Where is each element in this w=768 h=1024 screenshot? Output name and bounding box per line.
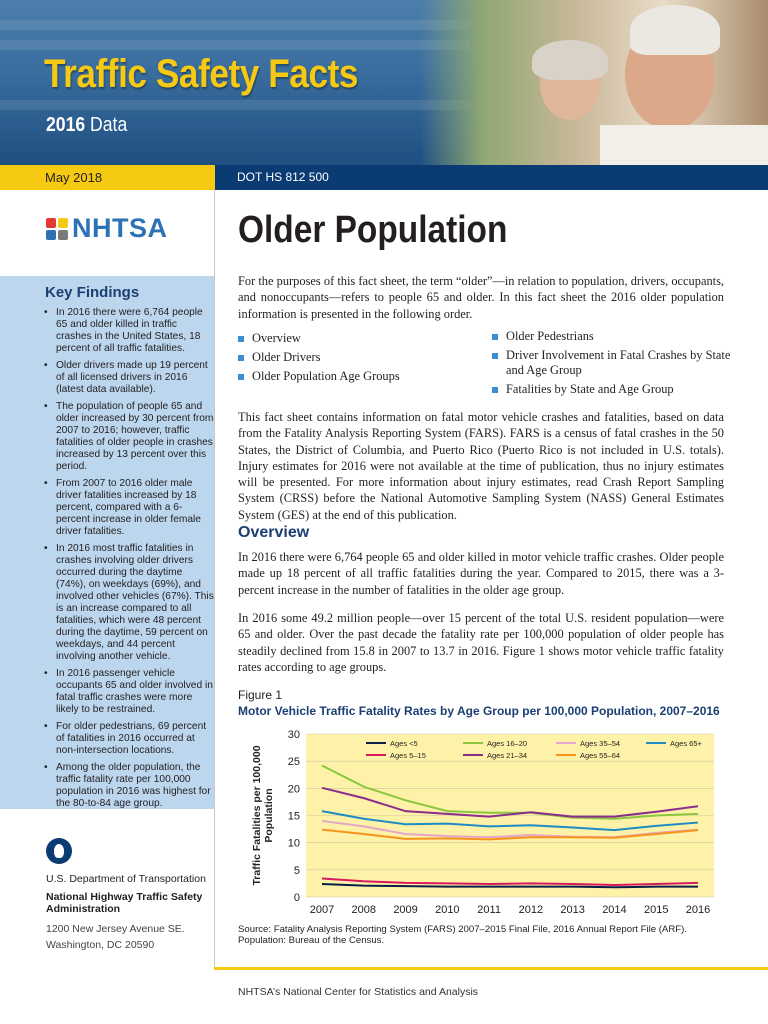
overview-paragraph-2: In 2016 some 49.2 million people—over 15 percent of the total U.S. resident population—were 65 and older. Over the past decade the fatality rate per 100,000 population of older people has steadily declined from 15.8 in 2007 to 13.7 in 2016. Figure 1 shows motor vehicle traffic fatality rates according to age groups. — [238, 611, 724, 674]
overview-heading: Overview — [238, 524, 310, 541]
banner-stripe — [0, 40, 470, 50]
source-line-1: Source: Fatality Analysis Reporting System (FARS) 2007–2015 Final File, 2016 Annual Report File (ARF). — [238, 924, 687, 935]
publication-date: May 2018 — [0, 165, 215, 190]
intro-paragraph: For the purposes of this fact sheet, the term “older”—in relation to population, drivers, occupants, and nonoccupants—refers to people 65 and older. In this fact sheet the 2016 older population information is presented in the following order. — [238, 274, 724, 321]
toc-item: Older Pedestrians — [492, 329, 732, 344]
y-tick-label: 20 — [287, 783, 300, 796]
toc-item: Older Drivers — [238, 350, 478, 365]
figure-title: Motor Vehicle Traffic Fatality Rates by Age Group per 100,000 Population, 2007–2016 — [238, 704, 720, 718]
x-tick-label: 2015 — [643, 904, 669, 916]
address-line-2: Washington, DC 20590 — [46, 939, 155, 951]
legend-label: Ages 21–34 — [487, 751, 528, 760]
legend-label: Ages 16–20 — [487, 739, 528, 748]
logo-text: NHTSA — [72, 213, 168, 243]
agency-name: National Highway Traffic Safety Administration — [46, 891, 203, 915]
fatality-rate-chart — [238, 722, 728, 922]
photo-hair-woman — [532, 40, 608, 80]
y-tick-label: 30 — [287, 729, 300, 741]
key-finding-item: • In 2016 there were 6,764 people 65 and older killed in traffic crashes in the United States, 18 percent of all traffic fatalities. — [42, 307, 214, 355]
address-line-1: 1200 New Jersey Avenue SE. — [46, 923, 185, 935]
y-axis-label: Traffic Fatalities per 100,000Population — [251, 745, 275, 886]
key-finding-item: • Older drivers made up 19 percent of all licensed drivers in 2016 (latest data available). — [42, 360, 214, 396]
legend-label: Ages 5–15 — [390, 751, 426, 760]
y-tick-label: 25 — [287, 756, 300, 769]
fars-paragraph: This fact sheet contains information on fatal motor vehicle crashes and fatalities, based on data from the Fatality Analysis Reporting System (FARS). FARS is a census of fatal crashes in the 50 States, the District of Columbia, and Puerto Rico (Puerto Rico is not included in U.S. totals). Injury estimates for 2016 were not available at the time of publication, thus no injury estimates will be presented. For more information about injury estimates, read Crash Report Sampling System (CRSS) before the National Automotive Sampling System (NASS) General Estimates System (GES) at the end of this publication. — [238, 410, 724, 522]
figure-label: Figure 1 — [238, 688, 283, 702]
key-findings-list — [42, 307, 214, 815]
banner-stripe — [0, 20, 470, 30]
x-tick-label: 2012 — [518, 904, 544, 916]
y-tick-label: 5 — [293, 864, 300, 877]
key-finding-item: • In 2016 passenger vehicle occupants 65 and older involved in fatal traffic crashes were more likely to be restrained. — [42, 668, 214, 716]
legend-label: Ages 65+ — [670, 739, 702, 748]
subtitle-word: Data — [90, 114, 128, 136]
x-tick-label: 2013 — [560, 904, 585, 916]
dot-seal-icon — [46, 838, 72, 864]
logo-icon-red — [46, 218, 56, 228]
toc-list-right — [492, 329, 732, 401]
publication-title: Traffic Safety Facts — [44, 52, 359, 96]
document-id: DOT HS 812 500 — [215, 165, 768, 190]
publication-subtitle — [46, 114, 127, 137]
toc-item: Fatalities by State and Age Group — [492, 382, 732, 397]
logo-icons — [46, 218, 68, 240]
header-photo — [420, 0, 768, 165]
photo-shirt — [600, 125, 768, 165]
toc-item: Older Population Age Groups — [238, 369, 478, 384]
photo-hair-man — [630, 5, 720, 55]
key-finding-item: • In 2016 most traffic fatalities in crashes involving older drivers occurred during the daytime (74%), on weekdays (69%), and involved other vehicles (67%). This is an increase compared to all fatalities, which were 48 percent during the daytime, 59 percent on weekdays, and 44 percent involving another vehicle. — [42, 543, 214, 663]
key-findings-heading: Key Findings — [45, 284, 140, 301]
key-finding-item: • Among the older population, the traffic fatality rate per 100,000 population in 2016 was highest for the 80-to-84 age group. — [42, 762, 214, 810]
column-divider — [214, 190, 215, 970]
footer-rule — [214, 967, 768, 970]
legend-label: Ages <5 — [390, 739, 418, 748]
page-title: Older Population — [238, 209, 508, 251]
x-tick-label: 2011 — [477, 904, 501, 916]
x-tick-label: 2010 — [435, 904, 460, 916]
x-tick-label: 2007 — [309, 904, 335, 916]
figure-source — [238, 924, 728, 946]
legend-label: Ages 35–54 — [580, 739, 621, 748]
logo-icon-blue — [46, 230, 56, 240]
overview-paragraph-1: In 2016 there were 6,764 people 65 and older killed in motor vehicle traffic crashes. Older people made up 18 percent of all traffic fatalities during the year. Compared to 2015, there was a 3-percent increase in the number of fatalities in the older age group. — [238, 550, 724, 597]
banner-stripe — [0, 100, 470, 110]
x-tick-label: 2014 — [602, 904, 627, 916]
source-line-2: Population: Bureau of the Census. — [238, 935, 385, 946]
key-finding-item: • For older pedestrians, 69 percent of fatalities in 2016 occurred at non-intersection locations. — [42, 721, 214, 757]
key-finding-item: • The population of people 65 and older increased by 30 percent from 2007 to 2016; however, traffic fatalities of older people in crashes increased by 13 percent over this period. — [42, 401, 214, 473]
x-tick-label: 2008 — [351, 904, 377, 916]
department-name: U.S. Department of Transportation — [46, 873, 206, 885]
key-finding-item: • From 2007 to 2016 older male driver fatalities increased by 18 percent, compared with a 6-percent increase in older female driver fatalities. — [42, 478, 214, 538]
logo-icon-yellow — [58, 218, 68, 228]
y-tick-label: 15 — [287, 810, 300, 823]
y-tick-label: 10 — [287, 837, 300, 850]
toc-list-left — [238, 331, 478, 388]
logo-icon-gray — [58, 230, 68, 240]
y-tick-label: 0 — [293, 892, 300, 904]
x-tick-label: 2016 — [685, 904, 711, 916]
subtitle-year: 2016 — [46, 114, 86, 136]
footer-text: NHTSA’s National Center for Statistics and Analysis — [238, 986, 479, 998]
toc-item: Driver Involvement in Fatal Crashes by State and Age Group — [492, 348, 732, 378]
agency-address — [46, 921, 185, 953]
header-banner — [0, 0, 768, 165]
toc-item: Overview — [238, 331, 478, 346]
x-tick-label: 2009 — [393, 904, 418, 916]
nhtsa-logo — [46, 213, 168, 244]
legend-label: Ages 55–64 — [580, 751, 621, 760]
